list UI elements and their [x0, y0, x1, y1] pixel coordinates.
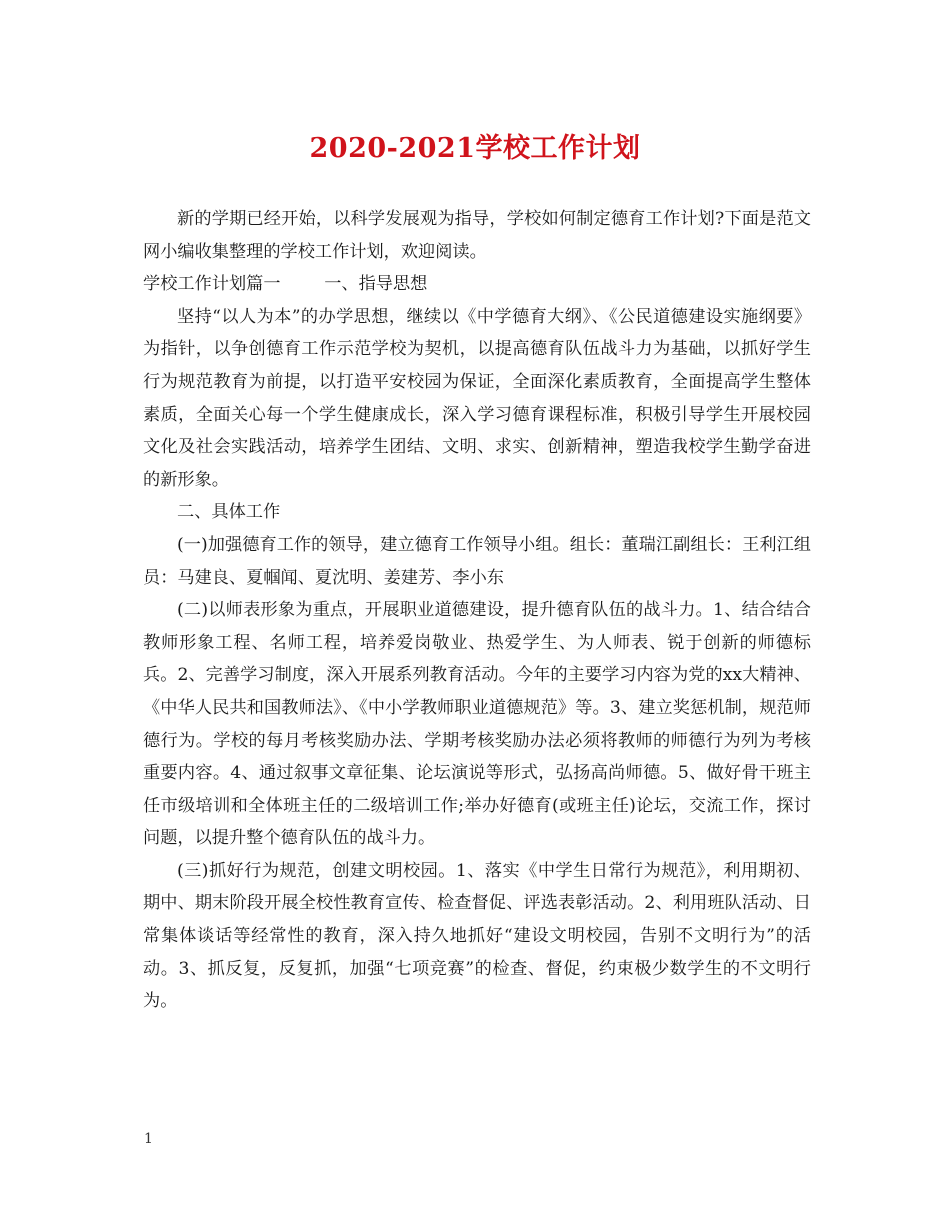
section-heading-guiding-ideology: 学校工作计划篇一 一、指导思想	[143, 274, 428, 295]
guiding-ideology-paragraph: 坚持“以人为本”的办学思想，继续以《中学德育大纲》、《公民道德建设实施纲要》为指针，以争创德育工作示范学校为契机，以提高德育队伍战斗力为基础，以抓好学生行为规范教育为前提，以打造平安校园为保证，全面深化素质教育，全面提高学生整体素质，全面关心每一个学生健康成长，深入学习德育课程标准，积极引导学生开展校园文化及社会实践活动，培养学生团结、文明、求实、创新精神，塑造我校学生勤学奋进的新形象。	[143, 306, 811, 490]
document-body	[143, 203, 811, 1018]
page-number: 1	[144, 1131, 153, 1147]
document-title: 2020-2021学校工作计划	[309, 133, 641, 164]
work-item-3-paragraph: (三)抓好行为规范，创建文明校园。1、落实《中学生日常行为规范》，利用期初、期中、期末阶段开展全校性教育宣传、检查督促、评选表彰活动。2、利用班队活动、日常集体谈话等经常性的教育，深入持久地抓好“建设文明校园，告别不文明行为”的活动。3、抓反复，反复抓，加强“七项竞赛”的检查、督促，约束极少数学生的不文明行为。	[143, 860, 811, 1012]
work-item-2-paragraph: (二)以师表形象为重点，开展职业道德建设，提升德育队伍的战斗力。1、结合结合教师形象工程、名师工程，培养爱岗敬业、热爱学生、为人师表、锐于创新的师德标兵。2、完善学习制度，深入开展系列教育活动。今年的主要学习内容为党的xx大精神、《中华人民共和国教师法》、《中小学教师职业道德规范》等。3、建立奖惩机制，规范师德行为。学校的每月考核奖励办法、学期考核奖励办法必须将教师的师德行为列为考核重要内容。4、通过叙事文章征集、论坛演说等形式，弘扬高尚师德。5、做好骨干班主任市级培训和全体班主任的二级培训工作;举办好德育(或班主任)论坛，交流工作，探讨问题，以提升整个德育队伍的战斗力。	[143, 600, 811, 849]
work-item-1-paragraph: (一)加强德育工作的领导，建立德育工作领导小组。组长：董瑞江副组长：王利江组员：马建良、夏帼闻、夏沈明、姜建芳、李小东	[143, 534, 811, 588]
intro-paragraph: 新的学期已经开始，以科学发展观为指导，学校如何制定德育工作计划?下面是范文网小编收集整理的学校工作计划，欢迎阅读。	[143, 209, 811, 262]
section-heading-specific-work: 二、具体工作	[177, 502, 281, 523]
